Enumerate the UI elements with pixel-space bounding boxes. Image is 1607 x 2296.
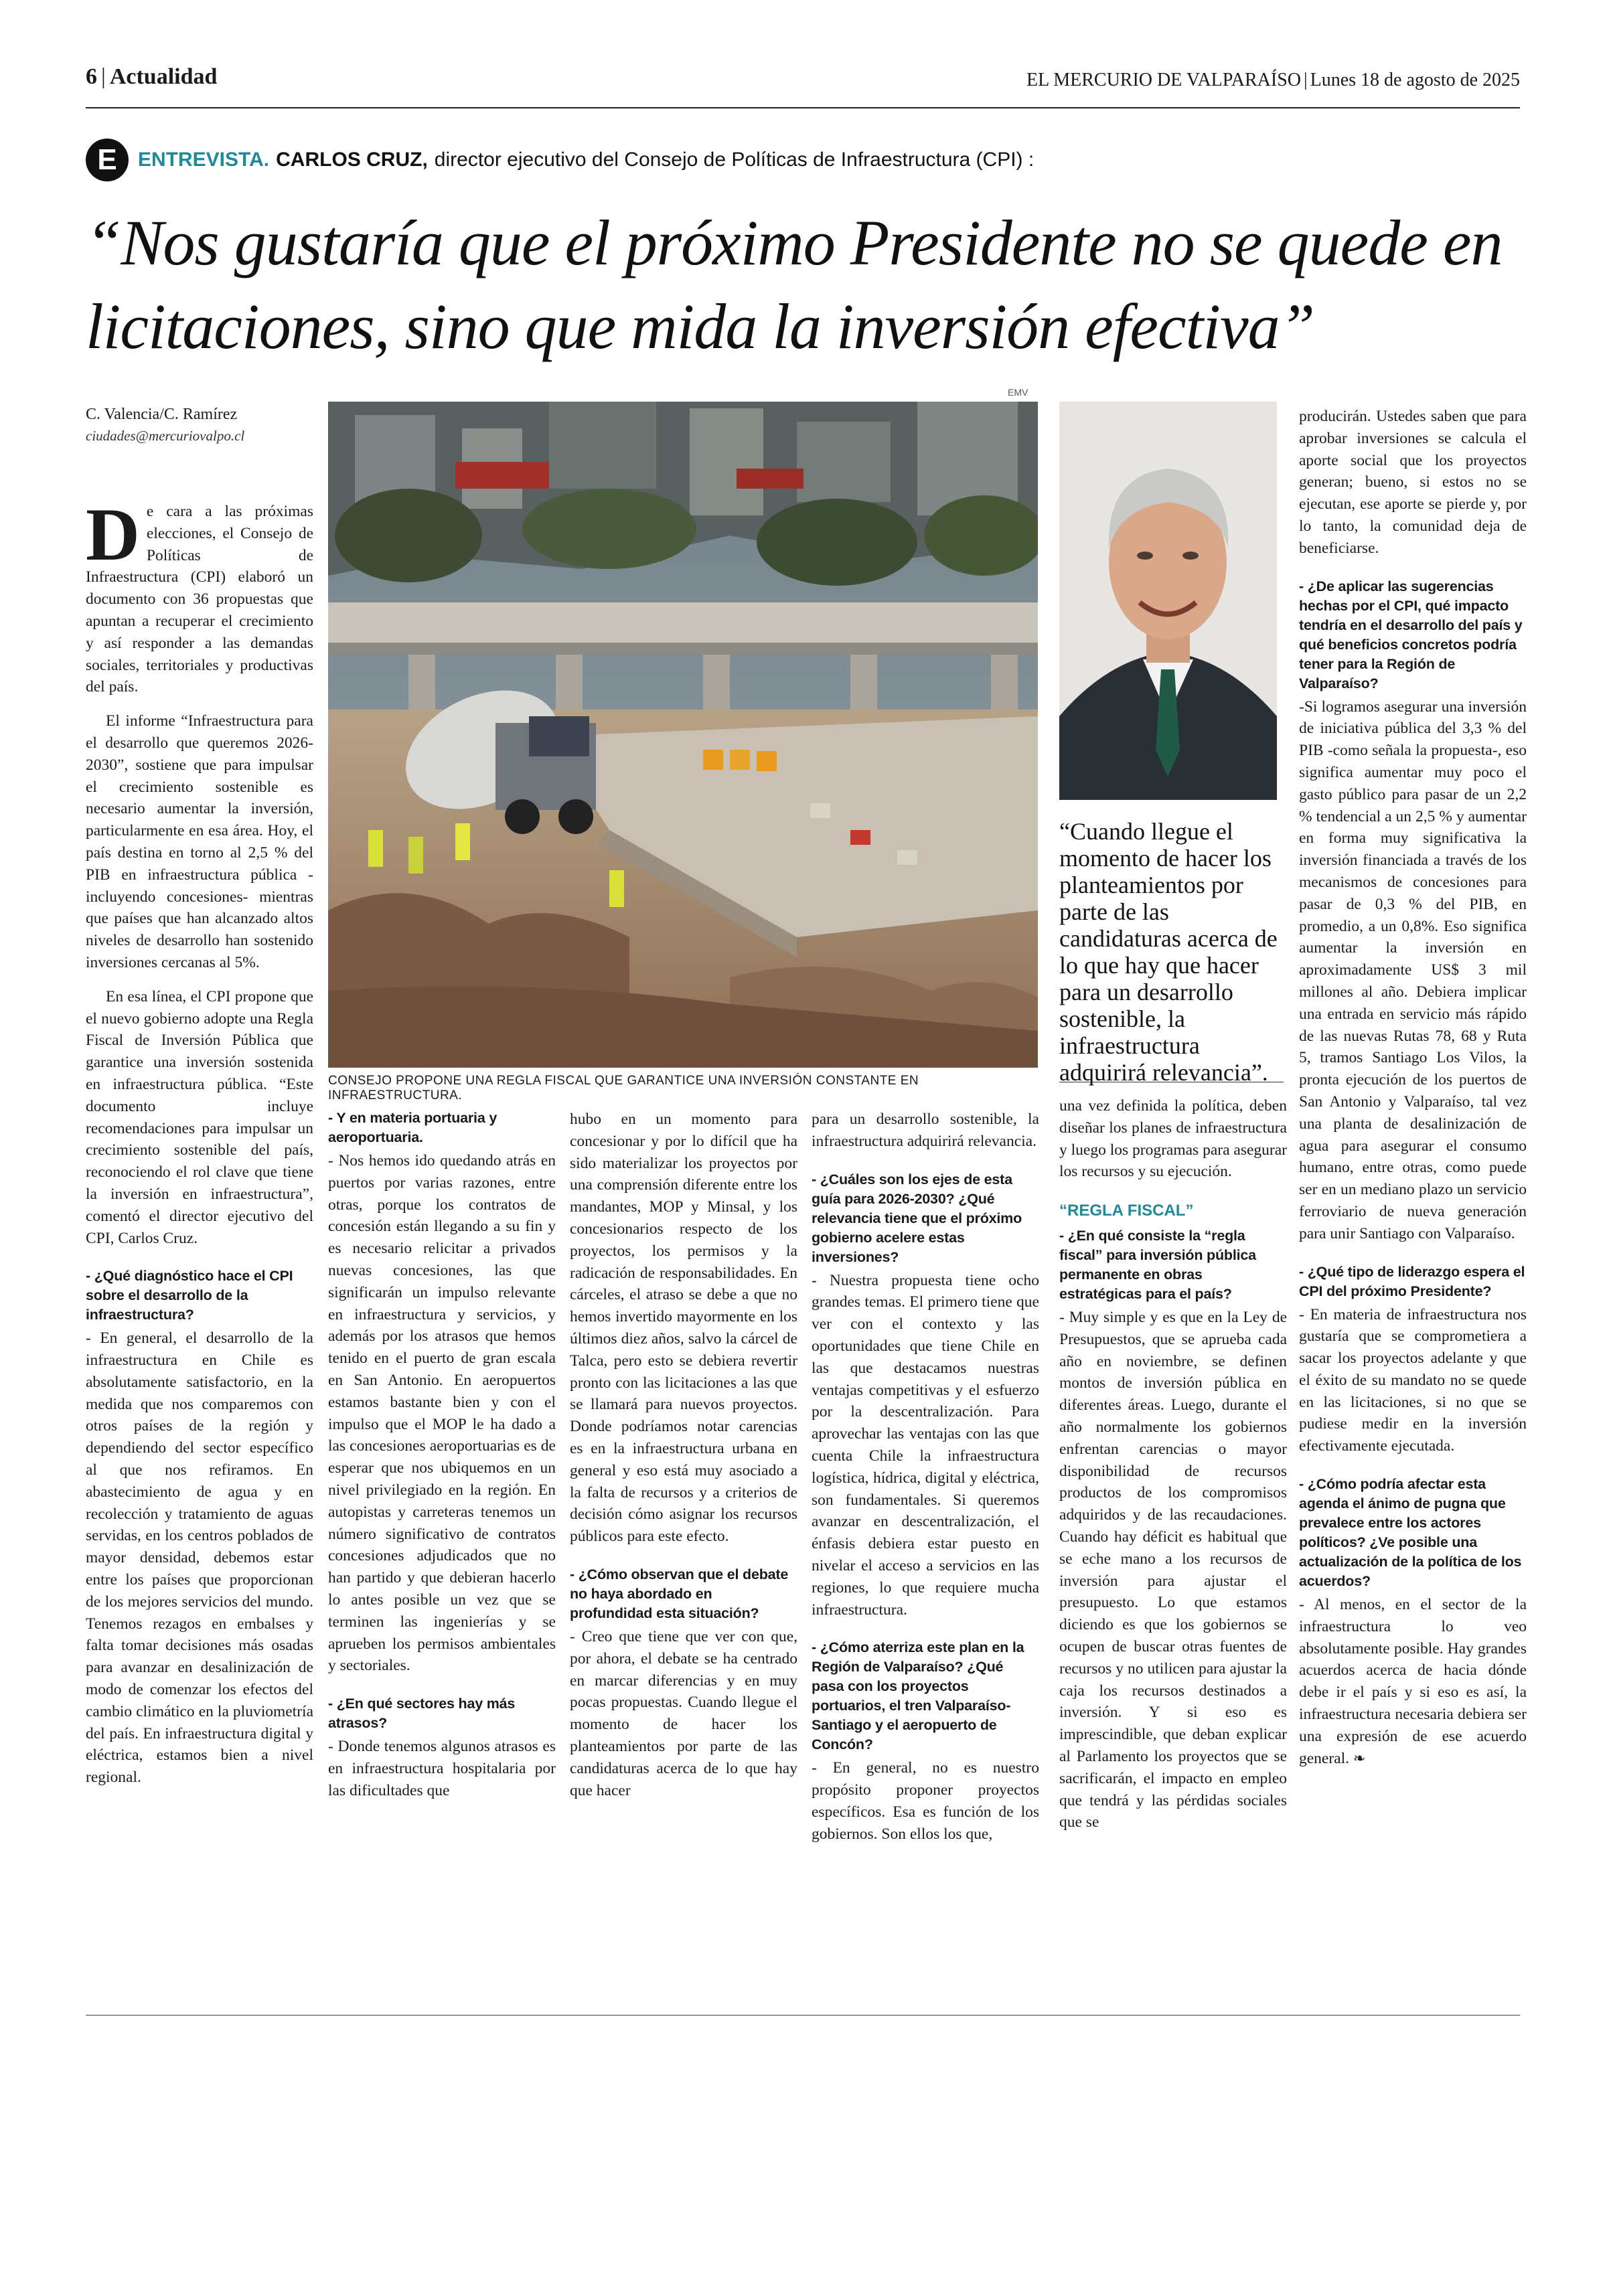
interview-answer: - Nos hemos ido quedando atrás en puertos por varias razones, entre otras, porque los contratos de concesión están llegando a su fin y es necesario relicitar a privados nuevas concesiones, las que significarán un impulso relevante en infraestructura y servicios, y además por los atrasos que hemos tenido en el puerto de gran escala en San Antonio. En aeropuertos estamos bastante bien y con el impulso que el MOP le ha dado a las concesiones aeroportuarias es de esperar que nos ubiquemos en un nivel privilegiado en la región. En autopistas y carreteras tenemos un número significativo de contratos concesiones adjudicados que no han partido y que debieran hacerlo lo antes posible un vez que se terminen las ingenierías y se aprueben los permisos ambientales y sectoriales. <box>328 1152 556 1675</box>
text-column-1 <box>86 493 313 1795</box>
headline: “Nos gustaría que el próximo Presidente no se quede en licitaciones, sino que mida la inversión efectiva” <box>86 207 1503 362</box>
interview-answer <box>1299 1594 1527 1770</box>
interview-answer: - Muy simple y es que en la Ley de Presupuestos, que se aprueba cada año en noviembre, se definen montos de inversión pública en diferentes áreas. Luego, durante el año normalmente los gobiernos enfrentan carencias o mayor disponibilidad de recursos productos de los compromisos adquiridos y de las recaudaciones. Cuando hay déficit es habitual que se eche mano a los recursos de inversión para ajustar el presupuesto. Lo que estamos diciendo es que los gobiernos se ocupen de buscar otras fuentes de recursos y no utilicen para ajustar la caja los recursos destinados a inversión. Y si eso es imprescindible, que deban explicar al Parlamento los proyectos que se sacrificarán, el impacto en empleo que tendrá y las pérdidas sociales que se <box>1059 1308 1287 1831</box>
interview-answer: - En general, no es nuestro propósito proponer proyectos específicos. Esa es función de los gobiernos. Son ellos los que, <box>812 1759 1039 1843</box>
construction-photo <box>328 402 1038 1068</box>
interview-answer: producirán. Ustedes saben que para aprobar inversiones se calcula el aporte social que los proyectos generan; bueno, si estos no se ejecutan, ese aporte se pierde y, por lo tanto, la comunidad deja de beneficiarse. <box>1299 408 1527 557</box>
interviewee-portrait <box>1059 402 1277 800</box>
interview-answer: - En materia de infraestructura nos gustaría que se comprometiera a sacar los proyectos adelante y que el éxito de su mandato no se quede en las licitaciones, si no que se pudiese medir en la inversión efectivamente ejecutada. <box>1299 1305 1527 1455</box>
interview-question: - Y en materia portuaria y aeroportuaria. <box>328 1110 498 1145</box>
text-column-4 <box>812 1109 1039 1852</box>
interview-kicker <box>86 137 1034 183</box>
interview-answer: - En general, el desarrollo de la infraestructura en Chile es absolutamente satisfactorio, en la medida que nos comparemos con otros países de la región y dependiendo del sector específico al que nos refiramos. En abastecimiento de agua y en recolección y tratamiento de aguas servidas, en los centros poblados de mayor densidad, debemos estar entre los países que proporcionan de los mejores servicios del mundo. Tenemos rezagos en embalses y falta tomar decisiones más osadas para avanzar en desalinización de modo de comenzar los efectos del cambio climático en la pluviometría del país. En infraestructura digital y eléctrica, estamos bien a nivel regional. <box>86 1329 313 1787</box>
header-separator: | <box>101 64 106 89</box>
interview-question: - ¿Qué tipo de liderazgo espera el CPI del próximo Presidente? <box>1299 1263 1525 1299</box>
byline-email: ciudades@mercuriovalpo.cl <box>86 428 245 444</box>
interview-question: - ¿De aplicar las sugerencias hechas por el CPI, qué impacto tendría en el desarrollo del país y qué beneficios concretos podría tener para la Región de Valparaíso? <box>1299 578 1523 691</box>
interview-answer: - Nuestra propuesta tiene ocho grandes temas. El primero tiene que ver con el contexto y las oportunidades que tiene Chile en las que destacamos nuestras ventajas competitivas y el esfuerzo por la descentralización. Para aprovechar las ventajas con las que cuenta Chile la infraestructura logística, hídrica, digital y eléctrica, son fundamentales. Si queremos avanzar en descentralización, el énfasis debiera estar puesto en nivelar el acceso a servicios en las regiones, lo que requiere mucha infraestructura. <box>812 1271 1039 1619</box>
interview-answer: - Donde tenemos algunos atrasos es en infraestructura hospitalaria por las dificultades que <box>328 1738 556 1799</box>
interview-question: - ¿Qué diagnóstico hace el CPI sobre el desarrollo de la infraestructura? <box>86 1268 293 1323</box>
interviewee-role: director ejecutivo del Consejo de Políticas de Infraestructura (CPI) : <box>434 149 1035 171</box>
footer-rule <box>86 2015 1520 2016</box>
body-paragraph: El informe “Infraestructura para el desarrollo que queremos 2026-2030”, sostiene que para impulsar el crecimiento sostenible es necesario aumentar la inversión, particularmente en esa área. Hoy, el país destina en torno al 2,5 % del PIB en infraestructura pública -incluyendo concesiones- mientras que países que han alcanzado altos niveles de desarrollo han sostenido inversiones cercanas al 5%. <box>86 712 313 971</box>
masthead-date <box>1026 70 1520 91</box>
header-separator: | <box>1304 70 1308 90</box>
intro-text: e cara a las próximas elecciones, el Consejo de Políticas de Infraestructura (CPI) elaboró un documento con 36 propuestas que apuntan a recuperar el crecimiento y así responder a las demandas sociales, territoriales y productivas del país. <box>86 503 313 696</box>
interview-answer: para un desarrollo sostenible, la infraestructura adquirirá relevancia. <box>812 1111 1039 1150</box>
kicker-label: ENTREVISTA. <box>138 149 270 171</box>
interview-answer: hubo en un momento para concesionar y por lo difícil que ha sido materializar los proyectos por una comprensión diferente entre los mandantes, MOP y Minsal, y los concesionarios respecto de los proyectos, los permisos y la radicación de responsabilidades. En cárceles, el atraso se debe a que no hemos invertido mayormente en los últimos diez años, salvo la cárcel de Talca, pero esto se debiera revertir pronto con las licitaciones a las que se llamará para nuevos proyectos. Donde podríamos notar carencias es en la infraestructura urbana en general y eso está muy asociado a la falta de recursos y a criterios de decisión cómo asignar los recursos públicos para este efecto. <box>570 1111 797 1546</box>
interview-question: - ¿Cómo aterriza este plan en la Región de Valparaíso? ¿Qué pasa con los proyectos portuarios, el tren Valparaíso-Santiago y el aeropuerto de Concón? <box>812 1639 1024 1753</box>
section-name: Actualidad <box>109 64 218 89</box>
page-number: 6 <box>86 64 97 89</box>
interview-question: - ¿Cuáles son los ejes de esta guía para 2026-2030? ¿Qué relevancia tiene que el próximo gobierno acelere estas inversiones? <box>812 1171 1022 1265</box>
header-rule <box>86 107 1520 108</box>
final-answer-text: - Al menos, en el sector de la infraestructura lo veo absolutamente posible. Hay grandes acuerdos acerca de hacia dónde debe ir el país y si eso es así, la infraestructura necesaria debiera ser una expresión de ese acuerdo general. <box>1299 1596 1527 1767</box>
dropcap: D <box>86 493 140 576</box>
photo-caption: CONSEJO PROPONE UNA REGLA FISCAL QUE GARANTICE UNA INVERSIÓN CONSTANTE EN INFRAESTRUCTURA. <box>328 1074 919 1102</box>
interview-question: - ¿Cómo observan que el debate no haya abordado en profundidad esta situación? <box>570 1566 789 1621</box>
newspaper-name: EL MERCURIO DE VALPARAÍSO <box>1026 70 1301 90</box>
text-column-2 <box>328 1109 556 1809</box>
photo-credit: EMV <box>1008 387 1028 398</box>
text-column-3 <box>570 1109 797 1808</box>
body-paragraph: En esa línea, el CPI propone que el nuevo gobierno adopte una Regla Fiscal de Inversión Pública que garantice una inversión sostenida en infraestructura pública. “Este documento incluye recomendaciones para impulsar un crecimiento sostenible del país, reconociendo el rol clave que tiene la inversión en infraestructura”, comentó el director ejecutivo del CPI, Carlos Cruz. <box>86 987 313 1247</box>
section-subhead: “REGLA FISCAL” <box>1059 1202 1194 1220</box>
page-section-label <box>86 64 217 90</box>
end-of-article-icon: ❧ <box>1353 1750 1366 1767</box>
pull-quote: “Cuando llegue el momento de hacer los planteamientos por parte de las candidaturas acerca de lo que hay que hacer para un desarrollo sostenible, la infraestructura adquirirá relevancia”. <box>1059 818 1278 1086</box>
byline <box>86 406 313 444</box>
text-column-5 <box>1059 1095 1287 1840</box>
text-column-6 <box>1299 406 1527 1777</box>
interview-question: - ¿En qué sectores hay más atrasos? <box>328 1696 516 1732</box>
issue-date: Lunes 18 de agosto de 2025 <box>1310 70 1520 90</box>
interview-answer: - Creo que tiene que ver con que, por ahora, el debate se ha centrado en marcar diferencias y en muy pocas propuestas. Cuando llegue el momento de hacer los planteamientos por parte de las candidaturas acerca de lo que hay que hacer <box>570 1627 797 1799</box>
interview-answer: una vez definida la política, deben diseñar los planes de infraestructura y luego los programas para asegurar los recursos y su ejecución. <box>1059 1097 1287 1181</box>
intro-paragraph <box>86 493 313 698</box>
interviewee-name: CARLOS CRUZ, <box>276 149 428 171</box>
interview-answer: -Si logramos asegurar una inversión de iniciativa pública del 3,3 % del PIB -como señala la propuesta-, eso significa aumentar muy poco el gasto público para pasar de un 2,2 % tendencial a un 2,5 % y aumentar en forma muy significativa la inversión financiada a través de los mecanismos de concesiones para pasar de 0,3 % del PIB, en promedio, a un 0,8%. Eso significa aumentar la inversión en aproximadamente US$ 3 mil millones al año. Debiera implicar una entrada en servicio más rápido de las nuevas Rutas 78, 68 y Ruta 5, tramos Santiago Los Vilos, la pronta ejecución de los puertos de San Antonio y Valparaíso, tal vez una planta de desalinización de agua para asegurar el consumo humano, entre otras, como puede ser en un mediano plazo un servicio ferroviario de nueva generación para unir Santiago con Valparaíso. <box>1299 698 1527 1242</box>
interview-question: - ¿Cómo podría afectar esta agenda el ánimo de pugna que prevalece entre los actores políticos? ¿Ve posible una actualización de la política de los acuerdos? <box>1299 1476 1522 1590</box>
interview-badge-icon: E <box>86 139 129 181</box>
interview-question: - ¿En qué consiste la “regla fiscal” para inversión pública permanente en obras estratégicas para el país? <box>1059 1227 1256 1302</box>
byline-authors: C. Valencia/C. Ramírez <box>86 406 238 423</box>
